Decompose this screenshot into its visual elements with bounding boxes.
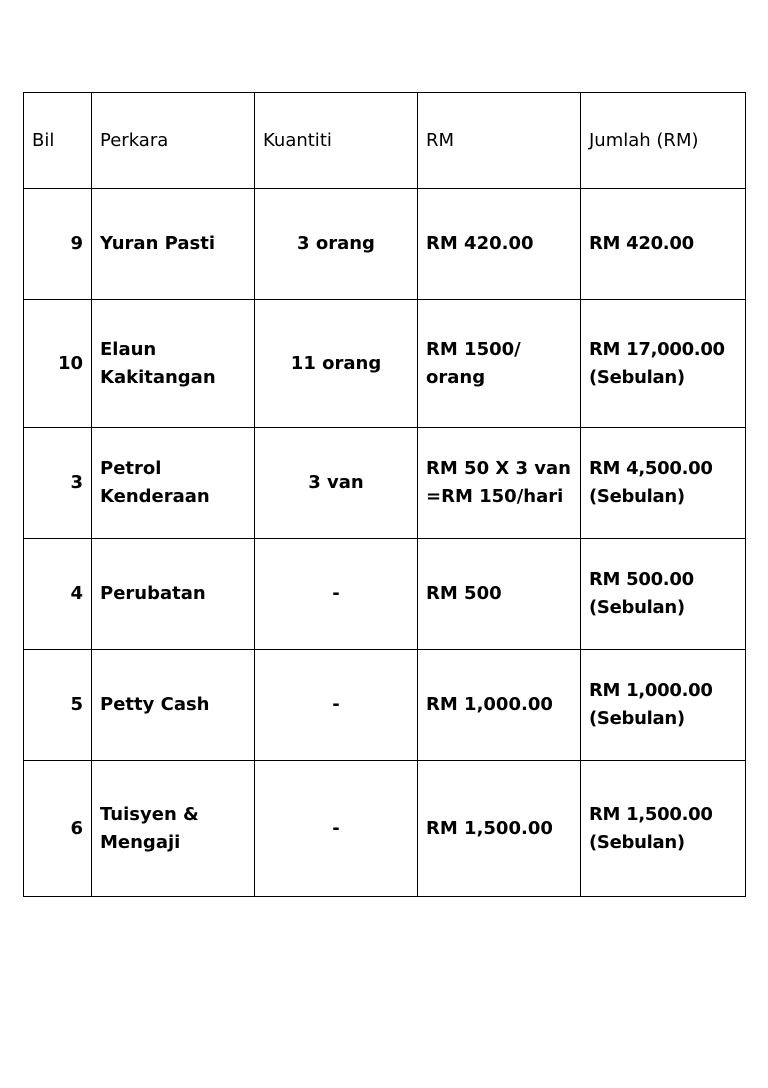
table-row xyxy=(24,428,746,539)
cell-rm xyxy=(418,428,581,539)
cell-kuantiti: 3 orang xyxy=(255,189,418,300)
cell-text: Kakitangan xyxy=(100,366,216,388)
table-row xyxy=(24,761,746,897)
cell-jumlah xyxy=(581,189,746,300)
header-perkara: Perkara xyxy=(92,93,255,189)
cell-rm xyxy=(418,539,581,650)
cell-kuantiti: 3 van xyxy=(255,428,418,539)
cell-text: RM 17,000.00 xyxy=(589,338,725,360)
cell-text: (Sebulan) xyxy=(589,366,685,388)
cell-text: Elaun xyxy=(100,338,157,360)
cell-jumlah xyxy=(581,300,746,428)
cell-text: (Sebulan) xyxy=(589,708,685,729)
cell-jumlah xyxy=(581,761,746,897)
cell-text: =RM 150/hari xyxy=(426,486,564,507)
cell-kuantiti: - xyxy=(255,761,418,897)
cell-perkara xyxy=(92,300,255,428)
cell-bil: 9 xyxy=(24,189,92,300)
cell-text: RM 50 X 3 van xyxy=(426,458,571,479)
cell-perkara xyxy=(92,650,255,761)
cell-bil: 4 xyxy=(24,539,92,650)
cell-text: RM 420.00 xyxy=(426,233,534,254)
cell-bil: 5 xyxy=(24,650,92,761)
table-row xyxy=(24,300,746,428)
cell-text: Perubatan xyxy=(100,583,206,604)
header-jumlah: Jumlah (RM) xyxy=(581,93,746,189)
cell-perkara xyxy=(92,189,255,300)
table-header-row xyxy=(24,93,746,189)
cell-kuantiti: 11 orang xyxy=(255,300,418,428)
cell-perkara xyxy=(92,428,255,539)
cell-text: RM 500.00 xyxy=(589,569,694,590)
cell-text: (Sebulan) xyxy=(589,597,685,618)
table-row xyxy=(24,650,746,761)
cell-text: Mengaji xyxy=(100,831,181,853)
cell-text: RM 1,000.00 xyxy=(426,694,553,715)
cell-kuantiti: - xyxy=(255,650,418,761)
cell-text: RM 4,500.00 xyxy=(589,458,713,479)
table-row xyxy=(24,539,746,650)
cell-jumlah xyxy=(581,539,746,650)
cell-text: (Sebulan) xyxy=(589,486,685,507)
cell-text: RM 500 xyxy=(426,583,502,604)
cell-text: RM 420.00 xyxy=(589,233,694,254)
cell-text: Tuisyen & xyxy=(100,803,199,825)
cell-rm xyxy=(418,761,581,897)
cell-text: orang xyxy=(426,366,486,388)
cell-text: Yuran Pasti xyxy=(100,233,215,254)
budget-table xyxy=(23,92,746,897)
cell-perkara xyxy=(92,539,255,650)
cell-bil: 10 xyxy=(24,300,92,428)
cell-bil: 6 xyxy=(24,761,92,897)
cell-text: RM 1500/ xyxy=(426,338,521,360)
cell-perkara xyxy=(92,761,255,897)
cell-kuantiti: - xyxy=(255,539,418,650)
cell-text: (Sebulan) xyxy=(589,831,685,853)
cell-rm xyxy=(418,650,581,761)
cell-text: RM 1,500.00 xyxy=(589,803,713,825)
cell-text: Petrol xyxy=(100,458,162,479)
cell-rm xyxy=(418,300,581,428)
cell-text: Petty Cash xyxy=(100,694,210,715)
cell-text: Kenderaan xyxy=(100,486,210,507)
header-rm: RM xyxy=(418,93,581,189)
header-bil: Bil xyxy=(24,93,92,189)
cell-jumlah xyxy=(581,428,746,539)
header-kuantiti: Kuantiti xyxy=(255,93,418,189)
cell-text: RM 1,000.00 xyxy=(589,680,713,701)
table-row xyxy=(24,189,746,300)
cell-jumlah xyxy=(581,650,746,761)
cell-text: RM 1,500.00 xyxy=(426,817,553,839)
cell-bil: 3 xyxy=(24,428,92,539)
cell-rm xyxy=(418,189,581,300)
